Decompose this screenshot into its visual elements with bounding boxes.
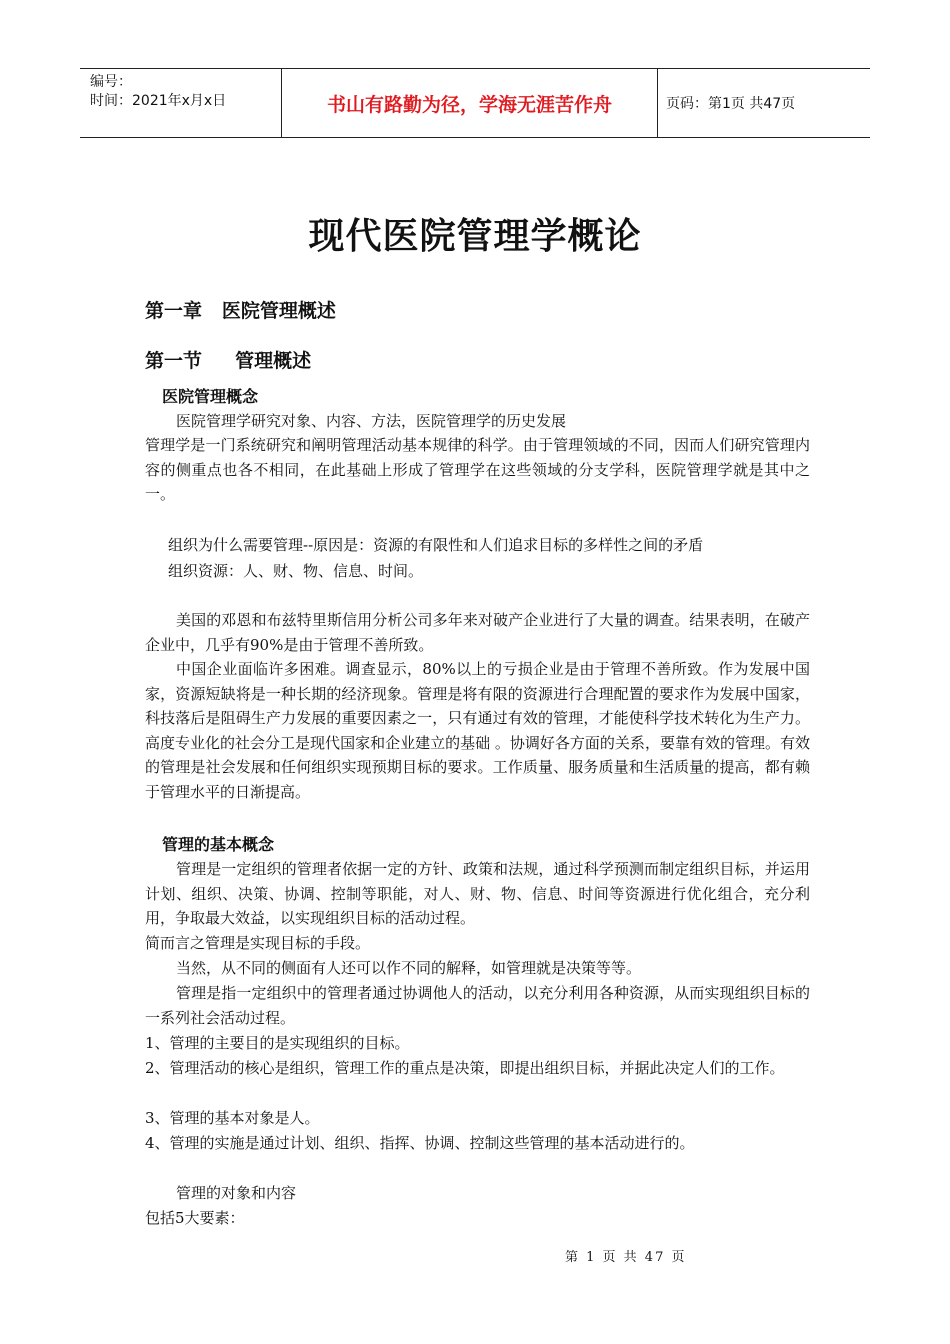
- paragraph: 管理是指一定组织中的管理者通过协调他人的活动，以充分利用各种资源，从而实现组织目标的一系列社会活动过程。: [145, 984, 810, 1027]
- document-title: 现代医院管理学概论: [308, 216, 642, 257]
- paragraph: 当然，从不同的侧面有人还可以作不同的解释，如管理就是决策等等。: [176, 959, 642, 977]
- paragraph: 管理学是一门系统研究和阐明管理活动基本规律的科学。由于管理领域的不同，因而人们研究管理内容的侧重点也各不相同，在此基础上形成了管理学在这些领域的分支学科，医院管理学就是其中之一。: [145, 436, 810, 503]
- paragraph: 美国的邓恩和布兹特里斯信用分析公司多年来对破产企业进行了大量的调查。结果表明，在破产企业中，几乎有90%是由于管理不善所致。: [145, 611, 810, 654]
- subheading-hospital-management-concept: 医院管理概念: [162, 387, 259, 406]
- number-label: 编号：: [90, 74, 132, 90]
- header-page-info: 页码：第1页 共47页: [666, 96, 796, 112]
- paragraph: 中国企业面临许多困难。调查显示，80%以上的亏损企业是由于管理不善所致。作为发展中国家，资源短缺将是一种长期的经济现象。管理是将有限的资源进行合理配置的要求作为发展中国家，科技落后是阻碍生产力发展的重要因素之一，只有通过有效的管理，才能使科学技术转化为生产力。高度专业化的社会分工是现代国家和企业建立的基础 。协调好各方面的关系，要靠有效的管理。有效的管理是社会发展和任何组织实现预期目标的要求。工作质量、服务质量和生活质量的提高，都有赖于管理水平的日渐提高。: [145, 660, 810, 801]
- paragraph: 医院管理学研究对象、内容、方法，医院管理学的历史发展: [176, 412, 567, 430]
- paragraph: 组织为什么需要管理--原因是：资源的有限性和人们追求目标的多样性之间的矛盾: [168, 536, 704, 554]
- list-item: 1、管理的主要目的是实现组织的目标。: [145, 1034, 410, 1052]
- paragraph: 组织资源：人、财、物、信息、时间。: [168, 562, 424, 580]
- list-item: 3、管理的基本对象是人。: [145, 1109, 320, 1127]
- subheading-basic-concept: 管理的基本概念: [162, 835, 275, 854]
- paragraph: 管理是一定组织的管理者依据一定的方针、政策和法规，通过科学预测而制定组织目标，并运用计划、组织、决策、协调、控制等职能，对人、财、物、信息、时间等资源进行优化组合，充分利用，争取最大效益，以实现组织目标的活动过程。: [145, 860, 810, 927]
- chapter-heading: 第一章 医院管理概述: [145, 300, 336, 322]
- paragraph: 管理的对象和内容: [176, 1184, 297, 1202]
- header-meta: [80, 69, 282, 137]
- list-item: 4、管理的实施是通过计划、组织、指挥、协调、控制这些管理的基本活动进行的。: [145, 1134, 695, 1152]
- page-header: [80, 68, 870, 138]
- date-line: 时间：2021年x月x日: [90, 93, 227, 109]
- list-item: 2、管理活动的核心是组织，管理工作的重点是决策，即提出组织目标，并据此决定人们的工作。: [145, 1059, 785, 1077]
- header-motto: 书山有路勤为径，学海无涯苦作舟: [282, 69, 658, 137]
- section-heading: 第一节 管理概述: [145, 350, 312, 372]
- paragraph: 包括5大要素：: [145, 1209, 245, 1227]
- paragraph: 简而言之管理是实现目标的手段。: [145, 934, 371, 952]
- page-footer: 第 1 页 共 47 页: [565, 1250, 687, 1265]
